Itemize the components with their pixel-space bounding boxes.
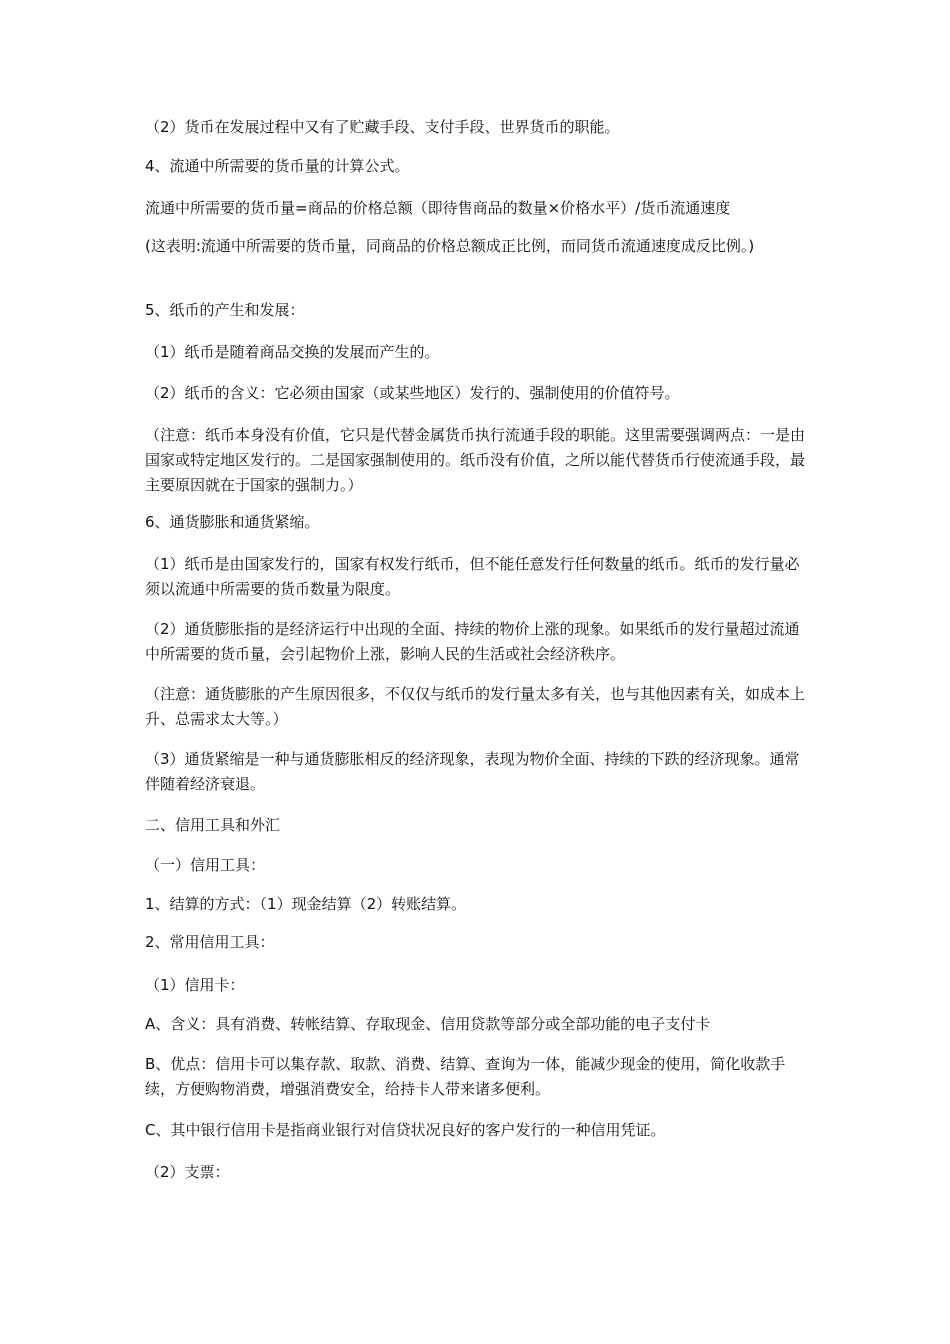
heading-paper-money: 5、纸币的产生和发展： [145,301,305,319]
paragraph-formula: 流通中所需要的货币量=商品的价格总额（即待售商品的数量×价格水平）/货币流通速度 [145,199,731,217]
heading-credit-tools: （一）信用工具： [145,856,266,874]
paragraph-paper-money-issue: （1）纸币是由国家发行的，国家有权发行纸币，但不能任意发行任何数量的纸币。纸币的发行量必须以流通中所需要的货币数量为限度。 [145,555,800,598]
paragraph-paper-money-meaning: （2）纸币的含义：它必须由国家（或某些地区）发行的、强制使用的价值符号。 [145,384,680,402]
paragraph-paper-money-note: （注意：纸币本身没有价值，它只是代替金属货币执行流通手段的职能。这里需要强调两点：一是由国家或特定地区发行的。二是国家强制使用的。纸币没有价值，之所以能代替货币行使流通手段，最主要原因就在于国家的强制力。） [145,426,806,494]
paragraph-settlement-methods: 1、结算的方式：（1）现金结算（2）转账结算。 [145,895,467,913]
heading-money-formula: 4、流通中所需要的货币量的计算公式。 [145,157,410,175]
paragraph-inflation-note: （注意：通货膨胀的产生原因很多，不仅仅与纸币的发行量太多有关，也与其他因素有关，如成本上升、总需求太大等。） [145,685,806,728]
paragraph-inflation: （2）通货膨胀指的是经济运行中出现的全面、持续的物价上涨的现象。如果纸币的发行量超过流通中所需要的货币量，会引起物价上涨，影响人民的生活或社会经济秩序。 [145,620,800,663]
paragraph-deflation: （3）通货紧缩是一种与通货膨胀相反的经济现象，表现为物价全面、持续的下跌的经济现象。通常伴随着经济衰退。 [145,750,800,793]
heading-cheque: （2）支票： [145,1163,230,1181]
heading-common-credit-tools: 2、常用信用工具： [145,933,275,951]
heading-credit-card: （1）信用卡： [145,976,245,994]
paragraph-money-functions: （2）货币在发展过程中又有了贮藏手段、支付手段、世界货币的职能。 [145,118,620,136]
paragraph-paper-money-origin: （1）纸币是随着商品交换的发展而产生的。 [145,343,440,361]
paragraph-credit-card-meaning: A、含义：具有消费、转帐结算、存取现金、信用贷款等部分或全部功能的电子支付卡 [145,1015,711,1033]
heading-credit-tools-and-forex: 二、信用工具和外汇 [145,816,281,834]
heading-inflation-deflation: 6、通货膨胀和通货紧缩。 [145,513,320,531]
paragraph-formula-note: (这表明:流通中所需要的货币量，同商品的价格总额成正比例，而同货币流通速度成反比例。) [145,237,755,255]
paragraph-bank-credit-card: C、其中银行信用卡是指商业银行对信贷状况良好的客户发行的一种信用凭证。 [145,1121,666,1139]
paragraph-credit-card-advantages: B、优点：信用卡可以集存款、取款、消费、结算、查询为一体，能减少现金的使用，简化收款手续，方便购物消费，增强消费安全，给持卡人带来诸多便利。 [145,1055,786,1098]
